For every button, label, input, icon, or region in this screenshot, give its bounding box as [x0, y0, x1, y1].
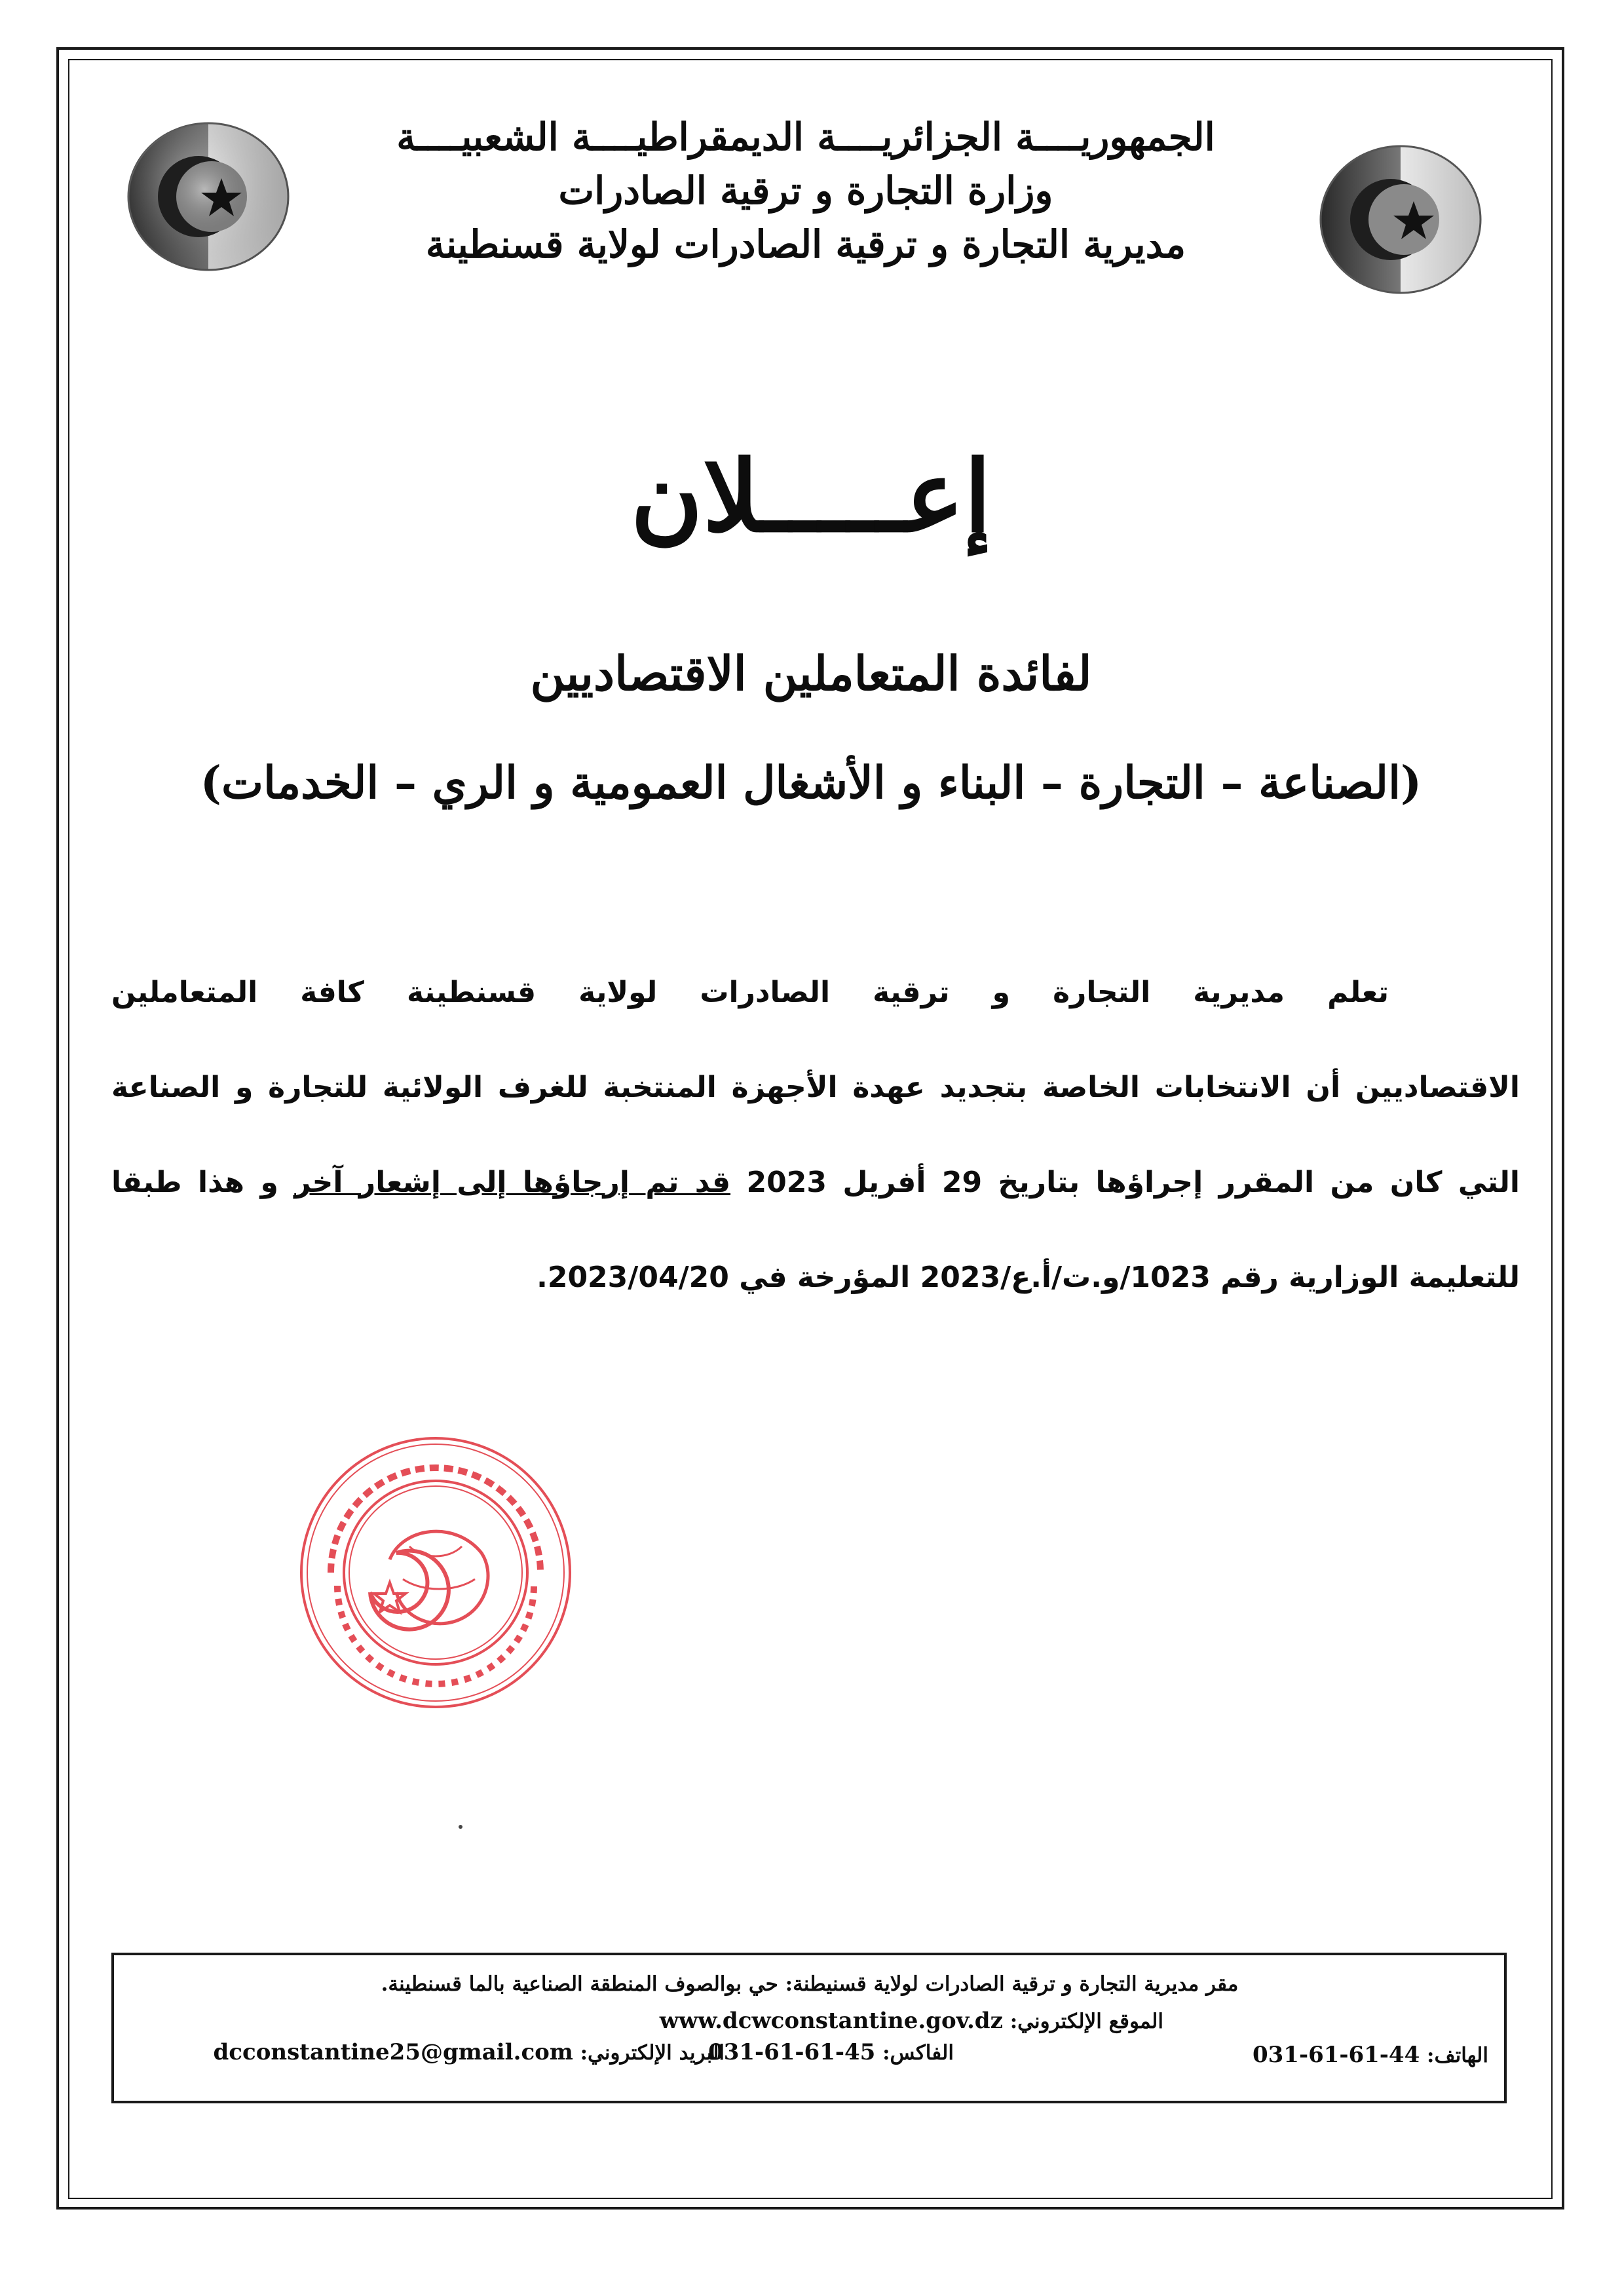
- country-name: الجمهوريــــة الجزائريــــة الديمقراطيــــة الشعبيــــة: [396, 115, 1215, 159]
- website-label: الموقع الإلكتروني:: [1009, 2010, 1163, 2033]
- footer-address: مقر مديرية التجارة و ترقية الصادرات لولاية قسنيطنة: حي بوالصوف المنطقة الصناعية بالما قسنطينة.: [381, 1972, 1239, 1996]
- body-line-1: تعلم مديرية التجارة و ترقية الصادرات لولاية قسنطينة كافة المتعاملين: [111, 976, 1389, 1009]
- crescent-star-emblem-icon: [123, 118, 293, 275]
- sectors-list: (الصناعة – التجارة – البناء و الأشغال العمومية و الري – الخدمات): [200, 757, 1422, 809]
- email-address[interactable]: dcconstantine25@gmail.com: [213, 2039, 573, 2065]
- body-line-3: [111, 1140, 1520, 1235]
- footer-phone: [1253, 2042, 1488, 2068]
- fax-number: 031-61-61-45: [708, 2039, 876, 2065]
- scan-speck: [459, 1825, 462, 1829]
- contact-footer: [111, 1953, 1507, 2103]
- ministry-name: وزارة التجارة و ترقية الصادرات: [558, 168, 1053, 213]
- crescent-star-emblem-icon: [1315, 141, 1486, 298]
- announcement-subtitle: لفائدة المتعاملين الاقتصاديين: [530, 645, 1092, 701]
- footer-fax: [708, 2039, 954, 2065]
- ministry-header: [367, 110, 1245, 271]
- fax-label: الفاكس:: [882, 2041, 954, 2065]
- announcement-body: [111, 950, 1520, 1330]
- footer-email: [214, 2039, 725, 2065]
- phone-label: الهاتف:: [1427, 2044, 1488, 2067]
- phone-number: 031-61-61-44: [1252, 2042, 1420, 2068]
- email-label: البريد الإلكتروني:: [580, 2041, 725, 2065]
- body-line-3-end: و هذا طبقا: [111, 1166, 278, 1199]
- body-line-3-start: التي كان من المقرر إجراؤها بتاريخ 29 أفريل 2023: [746, 1166, 1520, 1199]
- official-round-stamp-icon: [292, 1428, 580, 1717]
- directorate-name: مديرية التجارة و ترقية الصادرات لولاية قسنطينة: [425, 222, 1186, 267]
- announcement-title: إعـــــلان: [630, 439, 992, 554]
- body-line-4: للتعليمة الوزارية رقم 1023/و.ت/أ.ع/2023 المؤرخة في 2023/04/20.: [537, 1261, 1520, 1294]
- body-line-2: الاقتصاديين أن الانتخابات الخاصة بتجديد عهدة الأجهزة المنتخبة للغرف الولائية للتجارة و الصناعة: [111, 1071, 1520, 1104]
- footer-website: [660, 2008, 1163, 2034]
- website-link[interactable]: www.dcwconstantine.gov.dz: [659, 2008, 1003, 2034]
- postponement-notice: قد تم إرجاؤها إلى إشعار آخر: [294, 1166, 731, 1199]
